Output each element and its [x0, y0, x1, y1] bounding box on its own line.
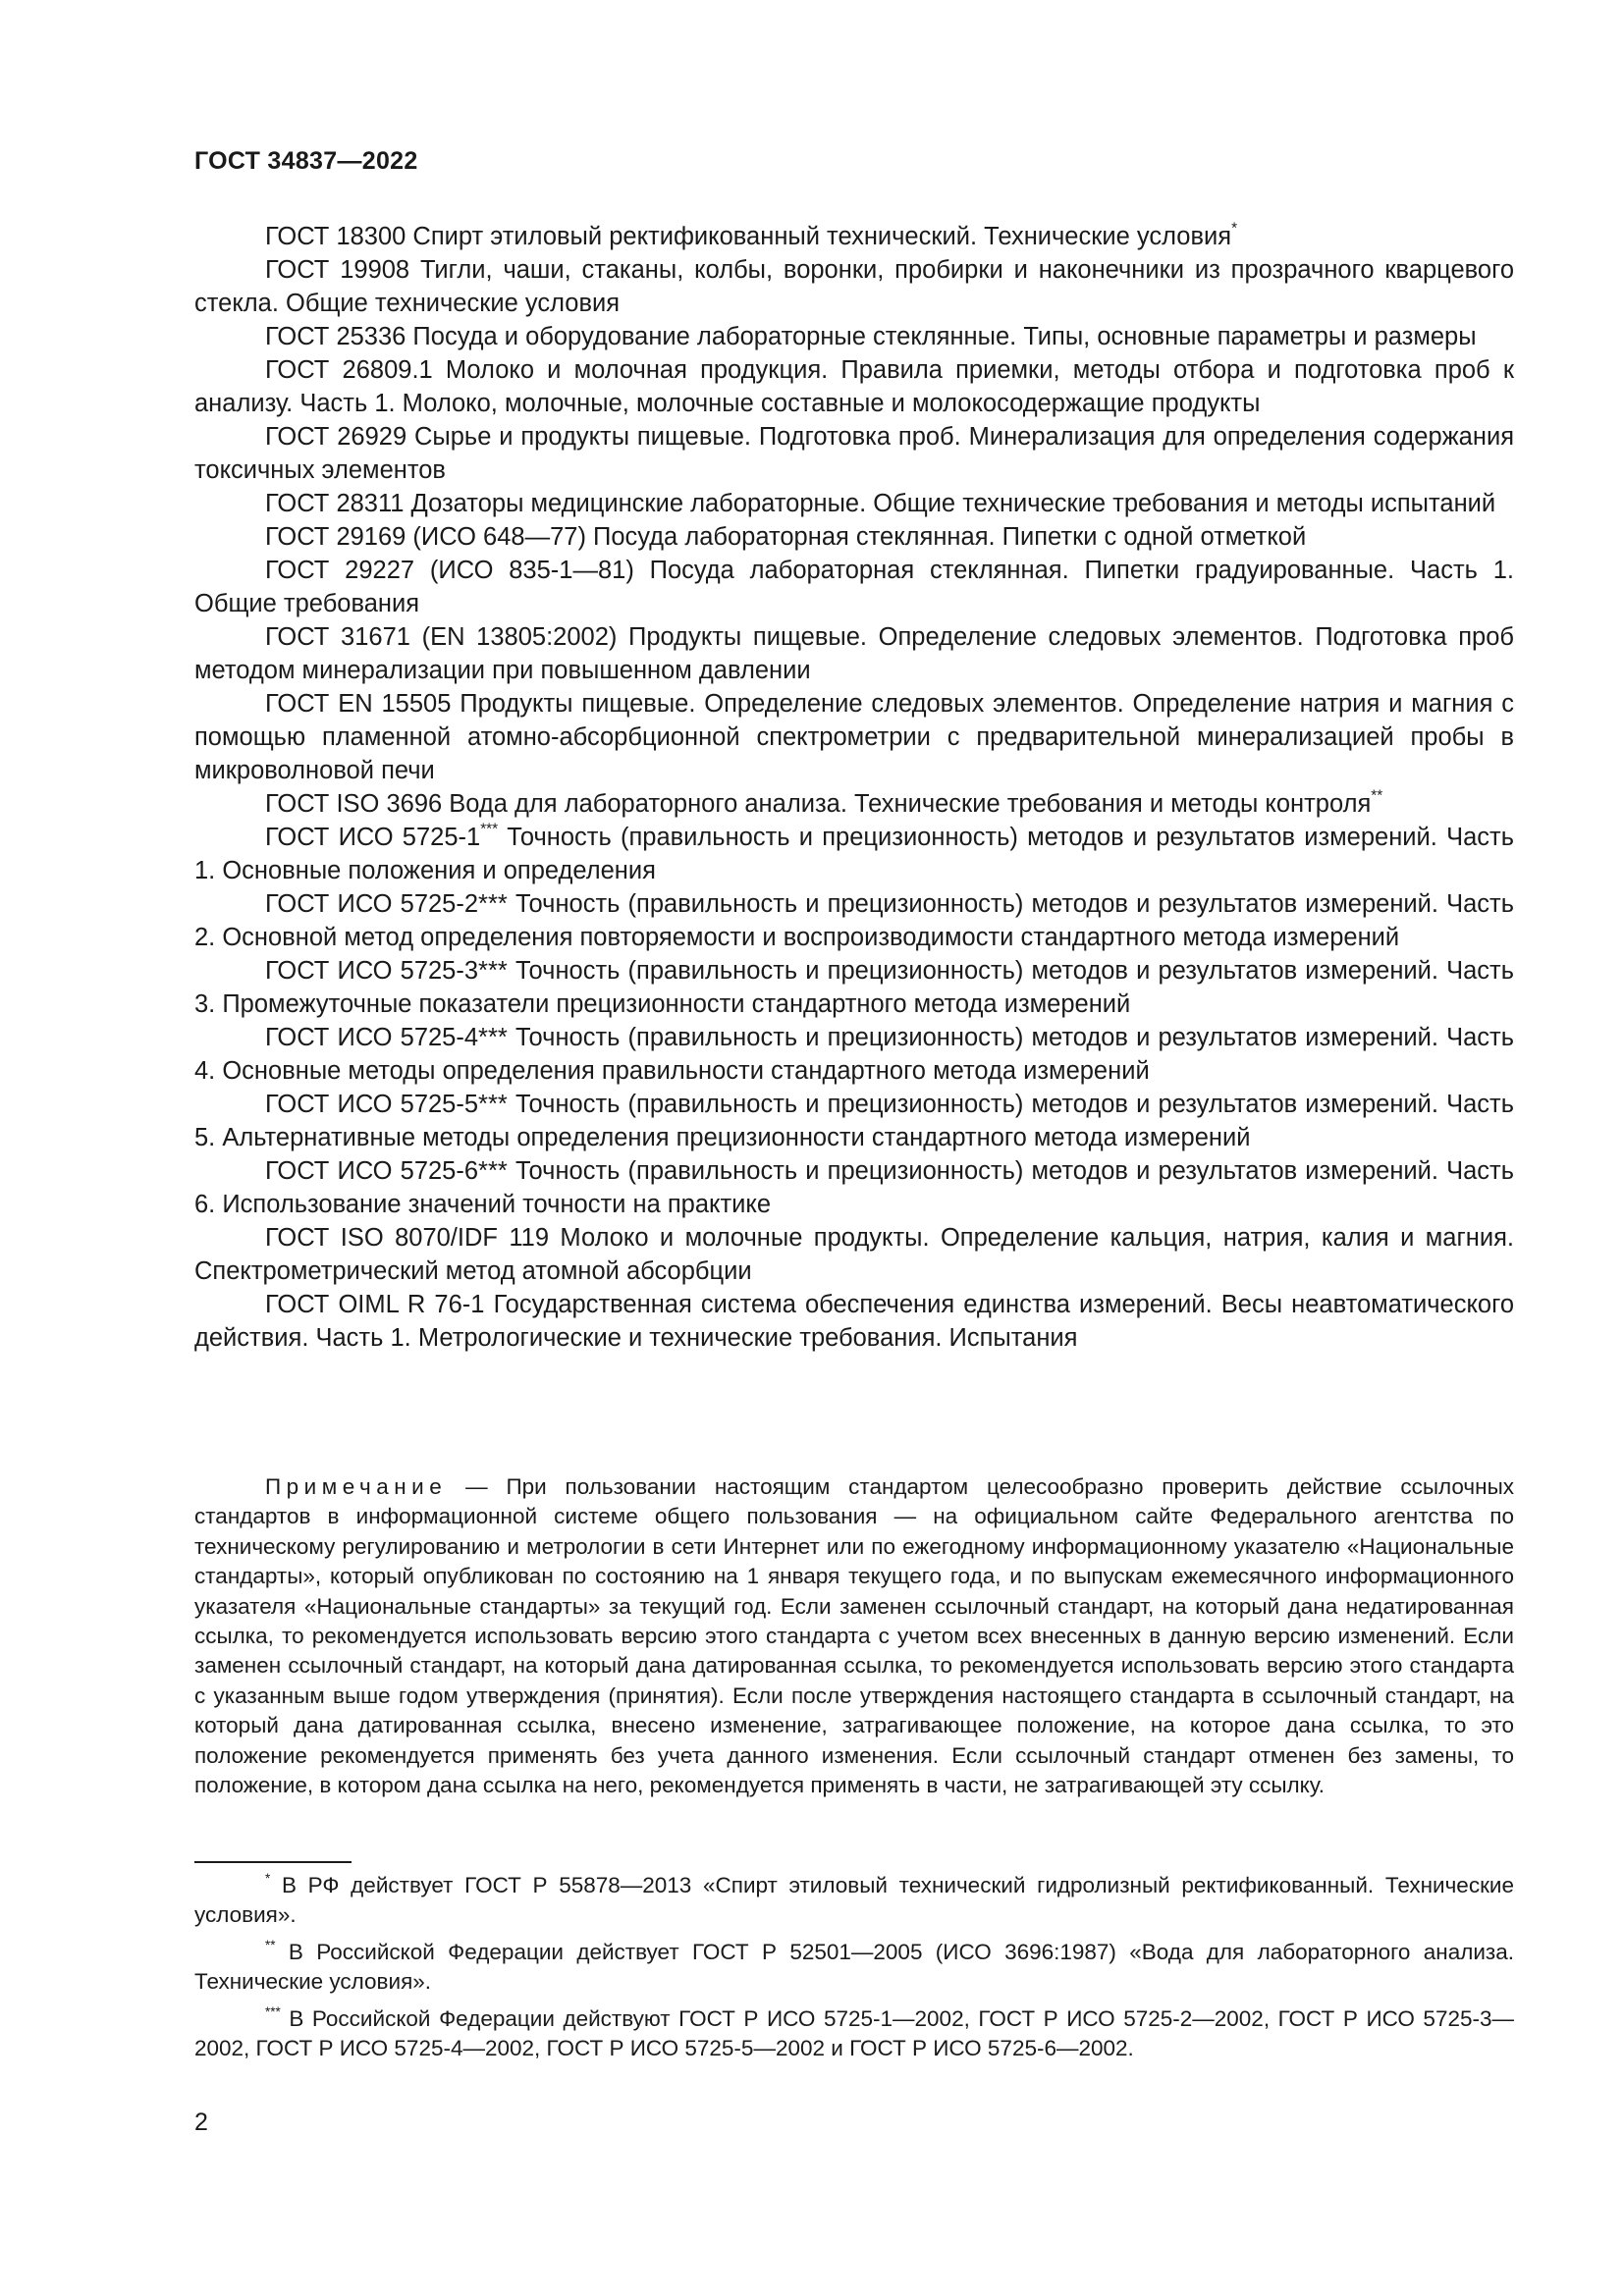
footnote-mark: ***	[480, 821, 499, 838]
footnote-mark: ***	[265, 2003, 281, 2019]
footnote-mark: ***	[478, 957, 508, 985]
reference-item: ГОСТ ИСО 5725-6*** Точность (правильность и прецизионность) методов и результатов измерений. Часть 6. Использование значений точности на практике	[194, 1157, 1514, 1218]
footnote-mark: **	[265, 1937, 276, 1952]
reference-item: ГОСТ 29227 (ИСО 835-1—81) Посуда лабораторная стеклянная. Пипетки градуированные. Часть 1. Общие требования	[194, 557, 1514, 617]
reference-item: ГОСТ ИСО 5725-3*** Точность (правильность и прецизионность) методов и результатов измерений. Часть 3. Промежуточные показатели прецизионности стандартного метода измерений	[194, 957, 1514, 1018]
reference-item: ГОСТ 18300 Спирт этиловый ректификованный технический. Технические условия*	[265, 220, 1238, 250]
note-text: — При пользовании настоящим стандартом целесообразно проверить действие ссылочных стандартов в информационной системе общего пользования — на официальном сайте Федерального агентства по техническому регулированию и метрологии в сети Интернет или по ежегодному информационному указателю «Национальные стандарты», который опубликован по состоянию на 1 января текущего года, и по выпускам ежемесячного информационного указателя «Национальные стандарты» за текущий год. Если заменен ссылочный стандарт, на который дана недатированная ссылка, то рекомендуется использовать версию этого стандарта с учетом всех внесенных в данную версию изменений. Если заменен ссылочный стандарт, на который дана датированная ссылка, то рекомендуется использовать версию этого стандарта с указанным выше годом утверждения (принятия). Если после утверждения настоящего стандарта в ссылочный стандарт, на который дана датированная ссылка, внесено изменение, затрагивающее положение, на которое дана ссылка, то это положение рекомендуется применять без учета данного изменения. Если ссылочный стандарт отменен без замены, то положение, в котором дана ссылка на него, рекомендуется применять в части, не затрагивающей эту ссылку.	[194, 1474, 1514, 1798]
note-label: Примечание	[265, 1474, 448, 1499]
document-header: ГОСТ 34837—2022	[194, 147, 418, 175]
reference-item: ГОСТ ИСО 5725-5*** Точность (правильность и прецизионность) методов и результатов измерений. Часть 5. Альтернативные методы определения прецизионности стандартного метода измерений	[194, 1091, 1514, 1151]
footnote-mark: *	[265, 1870, 271, 1886]
reference-item: ГОСТ ISO 3696 Вода для лабораторного анализа. Технические требования и методы контроля**	[265, 787, 1383, 818]
footnote-divider	[194, 1861, 352, 1863]
footnote-mark: ***	[478, 1091, 508, 1118]
footnote-item: ** В Российской Федерации действует ГОСТ Р 52501—2005 (ИСО 3696:1987) «Вода для лабораторного анализа. Технические условия».	[194, 1937, 1514, 1994]
reference-item: ГОСТ 26809.1 Молоко и молочная продукция. Правила приемки, методы отбора и подготовка проб к анализу. Часть 1. Молоко, молочные, молочные составные и молокосодержащие продукты	[194, 356, 1514, 417]
reference-item: ГОСТ 19908 Тигли, чаши, стаканы, колбы, воронки, пробирки и наконечники из прозрачного кварцевого стекла. Общие технические условия	[194, 256, 1514, 317]
reference-item: ГОСТ 29169 (ИСО 648—77) Посуда лабораторная стеклянная. Пипетки с одной отметкой	[265, 523, 1307, 551]
reference-item: ГОСТ ISO 8070/IDF 119 Молоко и молочные продукты. Определение кальция, натрия, калия и магния. Спектрометрический метод атомной абсорбции	[194, 1224, 1514, 1285]
footnote-item: *** В Российской Федерации действуют ГОСТ Р ИСО 5725-1—2002, ГОСТ Р ИСО 5725-2—2002, ГОСТ Р ИСО 5725-3—2002, ГОСТ Р ИСО 5725-4—2002, ГОСТ Р ИСО 5725-5—2002 и ГОСТ Р ИСО 5725-6—2002.	[194, 2003, 1514, 2060]
reference-item: ГОСТ 26929 Сырье и продукты пищевые. Подготовка проб. Минерализация для определения содержания токсичных элементов	[194, 423, 1514, 484]
page-number: 2	[194, 2109, 208, 2136]
note-paragraph	[194, 1472, 1514, 1800]
reference-item: ГОСТ ИСО 5725-1*** Точность (правильность и прецизионность) методов и результатов измерений. Часть 1. Основные положения и определения	[194, 821, 1514, 884]
footnote-mark: ***	[478, 1024, 508, 1051]
reference-item: ГОСТ 25336 Посуда и оборудование лабораторные стеклянные. Типы, основные параметры и размеры	[265, 323, 1477, 350]
reference-item: ГОСТ 31671 (EN 13805:2002) Продукты пищевые. Определение следовых элементов. Подготовка проб методом минерализации при повышенном давлении	[194, 623, 1514, 684]
reference-item: ГОСТ 28311 Дозаторы медицинские лабораторные. Общие технические требования и методы испытаний	[265, 490, 1496, 517]
footnote-mark: ***	[478, 1157, 508, 1185]
footnote-mark: ***	[478, 890, 508, 918]
footnote-item: * В РФ действует ГОСТ Р 55878—2013 «Спирт этиловый технический гидролизный ректификованный. Технические условия».	[194, 1870, 1514, 1927]
footnotes	[194, 1871, 1514, 2071]
footnote-mark: *	[1231, 220, 1238, 238]
footnote-mark: **	[1371, 787, 1383, 805]
normative-references-list	[194, 220, 1514, 1355]
reference-item: ГОСТ EN 15505 Продукты пищевые. Определение следовых элементов. Определение натрия и магния с помощью пламенной атомно-абсорбционной спектрометрии с предварительной минерализацией пробы в микроволновой печи	[194, 690, 1514, 784]
reference-item: ГОСТ OIML R 76-1 Государственная система обеспечения единства измерений. Весы неавтоматического действия. Часть 1. Метрологические и технические требования. Испытания	[194, 1291, 1514, 1352]
reference-item: ГОСТ ИСО 5725-4*** Точность (правильность и прецизионность) методов и результатов измерений. Часть 4. Основные методы определения правильности стандартного метода измерений	[194, 1024, 1514, 1085]
reference-item: ГОСТ ИСО 5725-2*** Точность (правильность и прецизионность) методов и результатов измерений. Часть 2. Основной метод определения повторяемости и воспроизводимости стандартного метода измерений	[194, 890, 1514, 951]
